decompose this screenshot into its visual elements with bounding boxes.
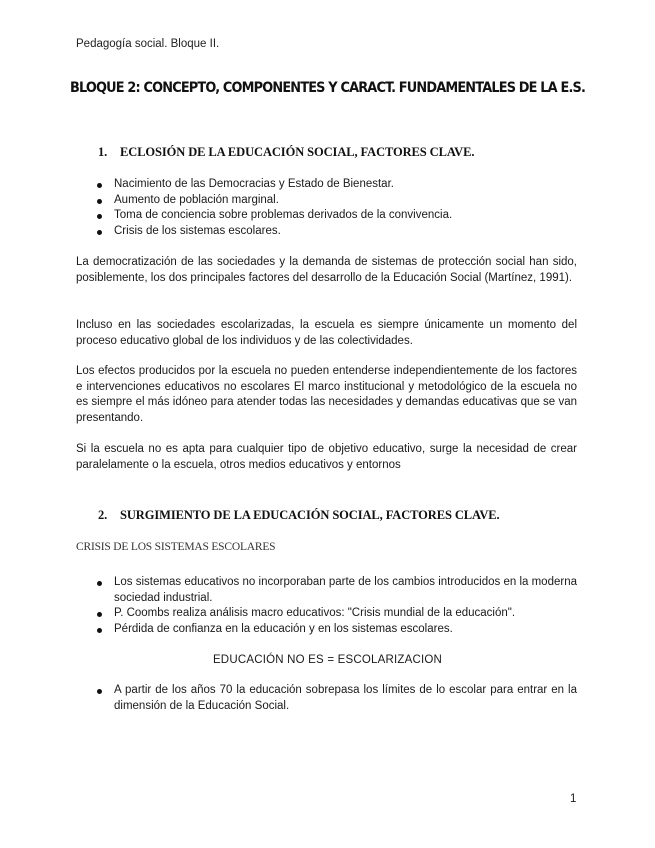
section-2-bullet-list-2	[76, 683, 577, 714]
bullet-icon	[97, 214, 102, 219]
section-1-number: 1.	[98, 145, 108, 159]
list-item: Crisis de los sistemas escolares.	[76, 224, 577, 240]
bullet-icon	[97, 689, 102, 694]
bullet-icon	[97, 183, 102, 188]
page-header: Pedagogía social. Bloque II.	[76, 38, 220, 50]
bullet-icon	[97, 199, 102, 204]
list-item: Pérdida de confianza en la educación y en los sistemas escolares.	[76, 622, 577, 638]
paragraph: La democratización de las sociedades y la demanda de sistemas de protección social han sido, posiblemente, los dos principales factores del desarrollo de la Educación Social (Martínez, 1991).	[76, 256, 577, 284]
section-1-heading	[98, 145, 474, 160]
page-number: 1	[570, 793, 577, 805]
section-2-title: SURGIMIENTO DE LA EDUCACIÓN SOCIAL, FACTORES CLAVE.	[120, 508, 500, 522]
document-title: BLOQUE 2: CONCEPTO, COMPONENTES Y CARACT. FUNDAMENTALES DE LA E.S.	[69, 80, 586, 96]
list-item: P. Coombs realiza análisis macro educativos: "Crisis mundial de la educación".	[76, 606, 577, 622]
section-1-bullet-list	[76, 177, 577, 239]
list-item: Toma de conciencia sobre problemas derivados de la convivencia.	[76, 208, 577, 224]
section-1-title: ECLOSIÓN DE LA EDUCACIÓN SOCIAL, FACTORES CLAVE.	[120, 145, 475, 159]
list-item: Los sistemas educativos no incorporaban parte de los cambios introducidos en la moderna sociedad industrial.	[76, 575, 577, 606]
list-item: Aumento de población marginal.	[76, 193, 577, 209]
bullet-icon	[97, 230, 102, 235]
bullet-icon	[97, 581, 102, 586]
centered-statement: EDUCACIÓN NO ES = ESCOLARIZACION	[212, 654, 443, 666]
section-2-bullet-list	[76, 575, 577, 637]
list-item: Nacimiento de las Democracias y Estado de Bienestar.	[76, 177, 577, 193]
list-item: A partir de los años 70 la educación sobrepasa los límites de lo escolar para entrar en la dimensión de la Educación Social.	[76, 683, 577, 714]
bullet-icon	[97, 612, 102, 617]
section-2-subheading: CRISIS DE LOS SISTEMAS ESCOLARES	[76, 541, 276, 553]
section-2-heading	[98, 508, 500, 523]
paragraph: Si la escuela no es apta para cualquier tipo de objetivo educativo, surge la necesidad de crear paralelamente o la escuela, otros medios educativos y entornos	[76, 443, 577, 471]
bullet-icon	[97, 628, 102, 633]
paragraph: Los efectos producidos por la escuela no pueden entenderse independientemente de los factores e intervenciones educativos no escolares El marco institucional y metodológico de la escuela no es siempre el más idóneo para atender todas las necesidades y demandas educativas que se van presentando.	[76, 365, 577, 425]
section-2-number: 2.	[98, 508, 108, 522]
paragraph: Incluso en las sociedades escolarizadas, la escuela es siempre únicamente un momento del proceso educativo global de los individuos y de las colectividades.	[76, 319, 577, 347]
